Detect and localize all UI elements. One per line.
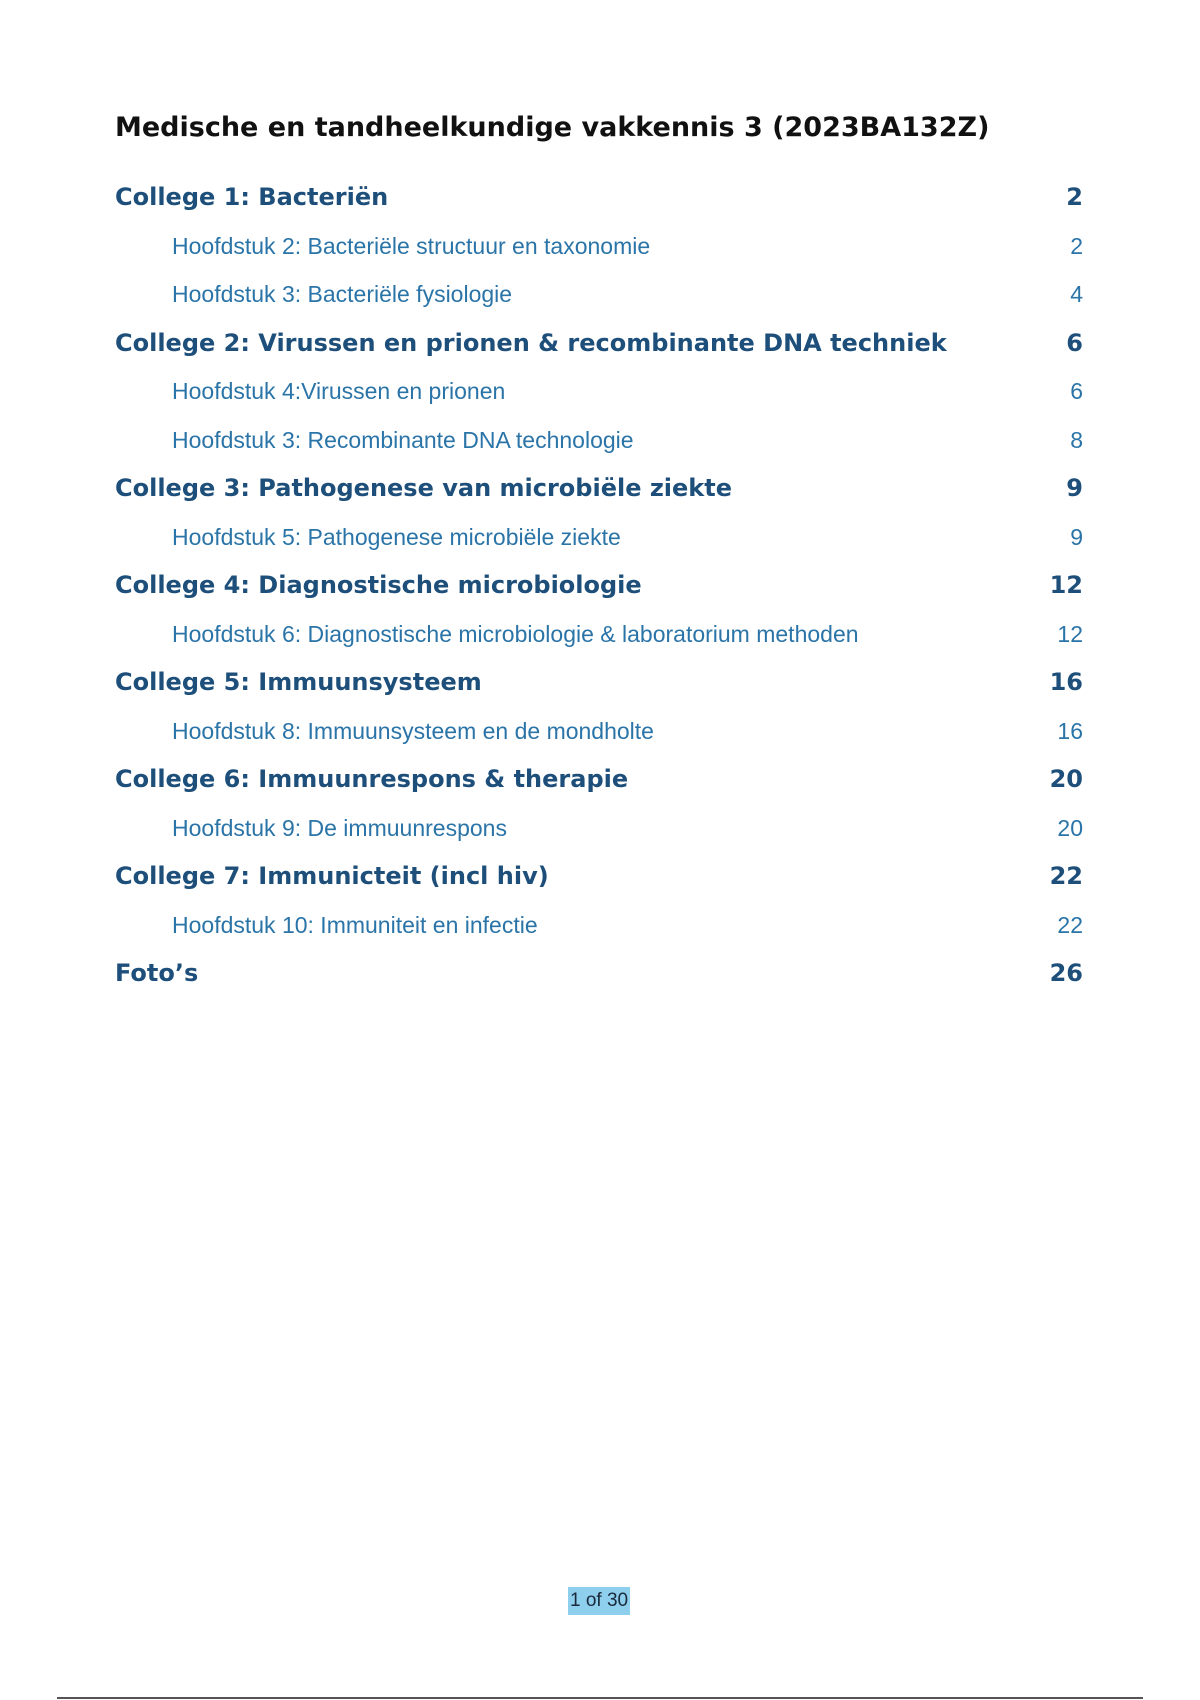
toc-entry-page-number: 9 bbox=[1070, 523, 1083, 550]
toc-entry-page-number: 2 bbox=[1070, 232, 1083, 259]
toc-entry-page-number: 12 bbox=[1057, 620, 1083, 647]
toc-entry-college[interactable] bbox=[115, 565, 1083, 614]
toc-entry-page-number: 16 bbox=[1057, 717, 1083, 744]
toc-entry-page-number: 22 bbox=[1049, 862, 1083, 890]
toc-entry-page-number: 22 bbox=[1057, 911, 1083, 938]
toc-entry-page-number: 20 bbox=[1049, 765, 1083, 793]
toc-entry-chapter[interactable] bbox=[115, 274, 1083, 323]
toc-entry-page-number: 9 bbox=[1066, 474, 1083, 502]
toc-entry-chapter[interactable] bbox=[115, 905, 1083, 954]
toc-entry-college[interactable] bbox=[115, 468, 1083, 517]
toc-entry-label: College 4: Diagnostische microbiologie bbox=[115, 571, 642, 599]
toc-entry-label: Hoofdstuk 5: Pathogenese microbiële ziekte bbox=[172, 523, 621, 550]
toc-entry-chapter[interactable] bbox=[115, 226, 1083, 275]
toc-entry-label: Hoofdstuk 6: Diagnostische microbiologie & laboratorium methoden bbox=[172, 620, 859, 647]
toc-entry-chapter[interactable] bbox=[115, 614, 1083, 663]
toc-entry-page-number: 26 bbox=[1049, 959, 1083, 987]
toc-entry-page-number: 4 bbox=[1070, 281, 1083, 307]
document-title: Medische en tandheelkundige vakkennis 3 (2023BA132Z) bbox=[115, 112, 990, 143]
toc-entry-label: Hoofdstuk 8: Immuunsysteem en de mondholte bbox=[172, 717, 654, 744]
toc-entry-label: Hoofdstuk 2: Bacteriële structuur en taxonomie bbox=[172, 232, 651, 259]
toc-entry-page-number: 12 bbox=[1049, 571, 1083, 599]
toc-entry-college[interactable] bbox=[115, 953, 1083, 1002]
toc-entry-label: Hoofdstuk 9: De immuunrespons bbox=[172, 814, 507, 841]
toc-entry-page-number: 8 bbox=[1070, 426, 1083, 453]
toc-entry-chapter[interactable] bbox=[115, 517, 1083, 566]
toc-entry-page-number: 6 bbox=[1070, 378, 1083, 404]
divider bbox=[57, 1697, 1143, 1699]
toc-entry-page-number: 20 bbox=[1057, 814, 1083, 841]
toc-entry-label: Hoofdstuk 3: Recombinante DNA technologie bbox=[172, 426, 634, 453]
toc-entry-chapter[interactable] bbox=[115, 711, 1083, 760]
toc-entry-college[interactable] bbox=[115, 177, 1083, 226]
toc-entry-college[interactable] bbox=[115, 856, 1083, 905]
toc-entry-chapter[interactable] bbox=[115, 420, 1083, 469]
toc-entry-chapter[interactable] bbox=[115, 371, 1083, 420]
toc-entry-page-number: 6 bbox=[1066, 328, 1083, 357]
toc-entry-label: College 1: Bacteriën bbox=[115, 183, 389, 211]
toc-entry-chapter[interactable] bbox=[115, 808, 1083, 857]
toc-entry-label: Hoofdstuk 3: Bacteriële fysiologie bbox=[172, 281, 513, 307]
page-indicator: 1 of 30 bbox=[568, 1587, 630, 1615]
toc-entry-label: College 3: Pathogenese van microbiële ziekte bbox=[115, 474, 733, 502]
toc-entry-page-number: 16 bbox=[1049, 668, 1083, 696]
toc-entry-label: College 5: Immuunsysteem bbox=[115, 668, 482, 696]
toc-entry-label: College 6: Immuunrespons & therapie bbox=[115, 765, 629, 793]
toc-entry-label: College 2: Virussen en prionen & recombinante DNA techniek bbox=[115, 328, 947, 357]
table-of-contents bbox=[115, 177, 1083, 1002]
toc-entry-college[interactable] bbox=[115, 662, 1083, 711]
toc-entry-label: Foto’s bbox=[115, 959, 199, 987]
toc-entry-label: College 7: Immunicteit (incl hiv) bbox=[115, 862, 549, 890]
toc-entry-page-number: 2 bbox=[1066, 183, 1083, 211]
toc-entry-college[interactable] bbox=[115, 323, 1083, 372]
toc-entry-label: Hoofdstuk 4:Virussen en prionen bbox=[172, 378, 506, 404]
toc-entry-college[interactable] bbox=[115, 759, 1083, 808]
toc-entry-label: Hoofdstuk 10: Immuniteit en infectie bbox=[172, 911, 538, 938]
